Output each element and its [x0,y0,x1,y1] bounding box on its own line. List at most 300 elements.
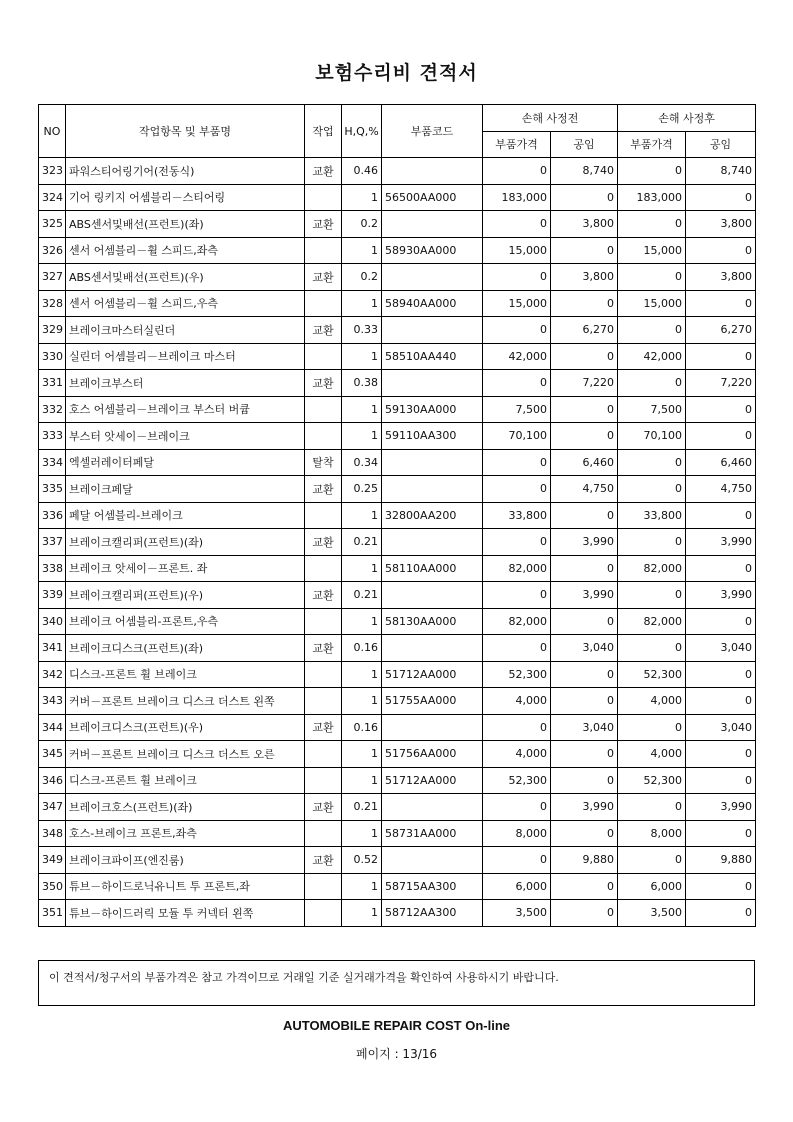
cell-before-part-price: 0 [483,847,551,874]
cell-before-labor: 3,040 [551,635,618,662]
cell-hq: 1 [342,900,382,927]
cell-hq: 1 [342,661,382,688]
cell-before-part-price: 82,000 [483,555,551,582]
cell-no: 336 [39,502,66,529]
cell-work: 교환 [305,317,342,344]
cell-after-part-price: 52,300 [618,661,686,688]
footer-brand: AUTOMOBILE REPAIR COST On-line [282,1018,511,1033]
cell-no: 330 [39,343,66,370]
cell-work [305,688,342,715]
cell-code: 58110AA000 [382,555,483,582]
cell-code: 51712AA000 [382,767,483,794]
cell-before-part-price: 8,000 [483,820,551,847]
cell-code: 56500AA000 [382,184,483,211]
cell-before-part-price: 0 [483,794,551,821]
cell-after-part-price: 15,000 [618,290,686,317]
cell-name: ABS센서및배선(프런트)(좌) [66,211,305,238]
table-row [39,184,756,211]
table-body [39,158,756,927]
cell-before-part-price: 15,000 [483,237,551,264]
page-number: 페이지 : 13/16 [355,1047,438,1061]
cell-before-part-price: 3,500 [483,900,551,927]
cell-name: 커버－프론트 브레이크 디스크 더스트 오른 [66,741,305,768]
cell-before-labor: 7,220 [551,370,618,397]
table-row [39,211,756,238]
cell-before-part-price: 0 [483,317,551,344]
cell-name: 튜브－하이드러릭 모듈 투 커넥터 왼쪽 [66,900,305,927]
table-row [39,529,756,556]
cell-work: 탈착 [305,449,342,476]
cell-work [305,608,342,635]
cell-after-labor: 3,800 [686,264,756,291]
table-row [39,290,756,317]
cell-hq: 0.46 [342,158,382,185]
table-row [39,158,756,185]
cell-code: 51755AA000 [382,688,483,715]
cell-name: 호스-브레이크 프론트,좌측 [66,820,305,847]
table-row [39,741,756,768]
cell-name: 디스크-프론트 휠 브레이크 [66,661,305,688]
cell-no: 346 [39,767,66,794]
cell-after-labor: 0 [686,555,756,582]
header-code: 부품코드 [382,105,483,158]
cell-before-labor: 0 [551,608,618,635]
cell-work [305,396,342,423]
cell-hq: 0.21 [342,582,382,609]
cell-before-part-price: 82,000 [483,608,551,635]
cell-work [305,555,342,582]
cell-after-labor: 0 [686,688,756,715]
cell-work [305,237,342,264]
cell-name: 브레이크캘리퍼(프런트)(우) [66,582,305,609]
header-no: NO [39,105,66,158]
cell-before-part-price: 52,300 [483,767,551,794]
cell-code [382,158,483,185]
table-row [39,423,756,450]
table-row [39,635,756,662]
cell-code [382,582,483,609]
cell-before-labor: 8,740 [551,158,618,185]
cell-after-labor: 3,990 [686,582,756,609]
cell-after-part-price: 8,000 [618,820,686,847]
table-row [39,396,756,423]
cell-code [382,264,483,291]
cell-before-labor: 0 [551,873,618,900]
cell-no: 334 [39,449,66,476]
header-after: 손해 사정후 [618,105,756,132]
cell-code: 58715AA300 [382,873,483,900]
cell-name: 브레이크디스크(프런트)(좌) [66,635,305,662]
cell-code: 51712AA000 [382,661,483,688]
cell-no: 333 [39,423,66,450]
table-row [39,767,756,794]
cell-after-labor: 0 [686,290,756,317]
cell-after-labor: 0 [686,820,756,847]
cell-name: 브레이크파이프(엔진룸) [66,847,305,874]
cell-work: 교환 [305,582,342,609]
cell-before-labor: 0 [551,502,618,529]
cell-before-labor: 0 [551,343,618,370]
cell-name: 브레이크 앗세이－프론트. 좌 [66,555,305,582]
cell-hq: 1 [342,688,382,715]
cell-before-part-price: 0 [483,635,551,662]
cell-name: 브레이크페달 [66,476,305,503]
cell-before-part-price: 0 [483,211,551,238]
cell-hq: 0.2 [342,211,382,238]
cell-work [305,661,342,688]
cell-hq: 1 [342,396,382,423]
cell-after-part-price: 82,000 [618,608,686,635]
cell-work: 교환 [305,529,342,556]
cell-work [305,820,342,847]
cell-before-part-price: 0 [483,476,551,503]
cell-no: 335 [39,476,66,503]
cell-hq: 0.34 [342,449,382,476]
cell-name: ABS센서및배선(프런트)(우) [66,264,305,291]
cell-after-part-price: 0 [618,476,686,503]
cell-after-labor: 0 [686,343,756,370]
cell-name: 브레이크 어셈블리-프론트,우측 [66,608,305,635]
cell-after-part-price: 0 [618,211,686,238]
cell-code: 58712AA300 [382,900,483,927]
cell-before-part-price: 4,000 [483,688,551,715]
cell-name: 센서 어셈블리－휠 스피드,우측 [66,290,305,317]
cell-name: 엑셀러레이터페달 [66,449,305,476]
table-row [39,264,756,291]
cell-before-part-price: 7,500 [483,396,551,423]
cell-after-labor: 0 [686,873,756,900]
cell-before-labor: 6,270 [551,317,618,344]
cell-name: 튜브－하이드로닉유니트 투 프론트,좌 [66,873,305,900]
cell-after-part-price: 52,300 [618,767,686,794]
cell-after-labor: 6,460 [686,449,756,476]
cell-name: 브레이크디스크(프런트)(우) [66,714,305,741]
cell-no: 327 [39,264,66,291]
cell-after-labor: 0 [686,423,756,450]
cell-before-labor: 6,460 [551,449,618,476]
cell-code [382,476,483,503]
cell-no: 350 [39,873,66,900]
cell-before-part-price: 15,000 [483,290,551,317]
cell-no: 349 [39,847,66,874]
document-title: 보험수리비 견적서 [315,62,478,84]
cell-after-part-price: 15,000 [618,237,686,264]
cell-before-labor: 0 [551,741,618,768]
cell-no: 338 [39,555,66,582]
cell-after-labor: 8,740 [686,158,756,185]
cell-code: 58731AA000 [382,820,483,847]
cell-before-part-price: 0 [483,529,551,556]
cell-after-part-price: 0 [618,582,686,609]
cell-code [382,794,483,821]
cell-hq: 1 [342,608,382,635]
table-row [39,794,756,821]
cell-before-labor: 0 [551,661,618,688]
cell-hq: 1 [342,820,382,847]
cell-after-part-price: 0 [618,714,686,741]
cell-work: 교환 [305,370,342,397]
cell-after-part-price: 0 [618,317,686,344]
cell-after-labor: 3,990 [686,794,756,821]
cell-after-part-price: 7,500 [618,396,686,423]
cell-work: 교환 [305,476,342,503]
cell-code [382,317,483,344]
cell-after-part-price: 0 [618,794,686,821]
cell-hq: 0.25 [342,476,382,503]
header-before-part-price: 부품가격 [483,131,551,158]
table-row [39,237,756,264]
cell-hq: 1 [342,343,382,370]
cell-before-labor: 4,750 [551,476,618,503]
cell-no: 332 [39,396,66,423]
cell-before-labor: 0 [551,423,618,450]
cell-code [382,714,483,741]
cell-hq: 1 [342,423,382,450]
cell-after-labor: 7,220 [686,370,756,397]
cell-code: 58510AA440 [382,343,483,370]
cell-name: 센서 어셈블리－휠 스피드,좌측 [66,237,305,264]
cell-work [305,184,342,211]
cell-work: 교환 [305,714,342,741]
cell-name: 파워스티어링기어(전동식) [66,158,305,185]
cell-name: 호스 어셈블리－브레이크 부스터 버큠 [66,396,305,423]
cell-before-labor: 3,800 [551,211,618,238]
cell-name: 브레이크부스터 [66,370,305,397]
cell-hq: 1 [342,741,382,768]
table-row [39,370,756,397]
cell-before-part-price: 42,000 [483,343,551,370]
cell-no: 343 [39,688,66,715]
cell-before-labor: 0 [551,290,618,317]
table-row [39,343,756,370]
table-row [39,502,756,529]
cell-before-part-price: 0 [483,370,551,397]
cell-code [382,529,483,556]
cell-name: 브레이크마스터실린더 [66,317,305,344]
header-hq: H,Q,% [342,105,382,158]
cell-work [305,502,342,529]
cell-code: 58940AA000 [382,290,483,317]
cell-after-part-price: 70,100 [618,423,686,450]
cell-hq: 1 [342,555,382,582]
cell-code: 58130AA000 [382,608,483,635]
cell-name: 커버－프론트 브레이크 디스크 더스트 왼쪽 [66,688,305,715]
cell-before-labor: 3,990 [551,582,618,609]
price-notice: 이 견적서/청구서의 부품가격은 참고 가격이므로 거래일 기준 실거래가격을 확인하여 사용하시기 바랍니다. [38,960,755,1006]
cell-after-part-price: 0 [618,158,686,185]
cell-after-labor: 3,800 [686,211,756,238]
cell-no: 329 [39,317,66,344]
cell-name: 브레이크캘리퍼(프런트)(좌) [66,529,305,556]
cell-work: 교환 [305,158,342,185]
cell-name: 디스크-프론트 휠 브레이크 [66,767,305,794]
cell-no: 323 [39,158,66,185]
cell-hq: 1 [342,290,382,317]
cell-before-part-price: 70,100 [483,423,551,450]
cell-before-part-price: 0 [483,158,551,185]
cell-before-part-price: 6,000 [483,873,551,900]
cell-hq: 0.16 [342,714,382,741]
table-row [39,608,756,635]
cell-code [382,211,483,238]
cell-after-labor: 0 [686,237,756,264]
cell-work [305,741,342,768]
table-row [39,714,756,741]
cell-work: 교환 [305,847,342,874]
cell-code: 51756AA000 [382,741,483,768]
cell-before-labor: 0 [551,900,618,927]
cell-after-labor: 4,750 [686,476,756,503]
cell-after-labor: 0 [686,741,756,768]
cell-hq: 0.33 [342,317,382,344]
cell-before-part-price: 4,000 [483,741,551,768]
cell-no: 325 [39,211,66,238]
cell-before-labor: 9,880 [551,847,618,874]
cell-work [305,423,342,450]
cell-after-part-price: 0 [618,847,686,874]
cell-before-labor: 0 [551,767,618,794]
cell-code [382,847,483,874]
cell-work [305,873,342,900]
table-row [39,449,756,476]
cell-no: 345 [39,741,66,768]
table-row [39,555,756,582]
cell-work: 교환 [305,635,342,662]
cell-after-part-price: 0 [618,449,686,476]
cell-name: 기어 링키지 어셈블리－스티어링 [66,184,305,211]
cell-hq: 0.52 [342,847,382,874]
cell-hq: 1 [342,873,382,900]
cell-before-labor: 0 [551,396,618,423]
header-before-labor: 공임 [551,131,618,158]
cell-no: 326 [39,237,66,264]
cell-hq: 0.2 [342,264,382,291]
cell-before-labor: 0 [551,555,618,582]
cell-work: 교환 [305,211,342,238]
table-row [39,661,756,688]
cell-after-labor: 0 [686,900,756,927]
cell-after-part-price: 42,000 [618,343,686,370]
cell-after-part-price: 4,000 [618,741,686,768]
cell-before-labor: 3,800 [551,264,618,291]
cell-no: 324 [39,184,66,211]
cell-code: 32800AA200 [382,502,483,529]
cell-hq: 0.21 [342,794,382,821]
cell-before-labor: 0 [551,820,618,847]
header-work: 작업 [305,105,342,158]
cell-after-part-price: 82,000 [618,555,686,582]
cell-after-labor: 0 [686,396,756,423]
cell-after-labor: 0 [686,184,756,211]
cell-work [305,290,342,317]
cell-after-labor: 0 [686,502,756,529]
cell-no: 341 [39,635,66,662]
header-item: 작업항목 및 부품명 [66,105,305,158]
cell-hq: 0.21 [342,529,382,556]
cell-before-part-price: 0 [483,714,551,741]
cell-code: 58930AA000 [382,237,483,264]
cell-before-labor: 0 [551,237,618,264]
cell-hq: 1 [342,184,382,211]
cell-no: 337 [39,529,66,556]
table-row [39,900,756,927]
table-row [39,582,756,609]
cell-code [382,370,483,397]
cell-hq: 1 [342,237,382,264]
cell-code [382,635,483,662]
cell-code: 59130AA000 [382,396,483,423]
header-before: 손해 사정전 [483,105,618,132]
cell-before-labor: 0 [551,688,618,715]
table-row [39,476,756,503]
cell-before-part-price: 0 [483,264,551,291]
cell-work [305,900,342,927]
cell-after-part-price: 33,800 [618,502,686,529]
estimate-table [38,104,756,927]
cell-name: 페달 어셈블리-브레이크 [66,502,305,529]
cell-hq: 1 [342,767,382,794]
cell-no: 347 [39,794,66,821]
cell-name: 실린더 어셈블리－브레이크 마스터 [66,343,305,370]
cell-work: 교환 [305,794,342,821]
cell-no: 328 [39,290,66,317]
table-row [39,820,756,847]
cell-after-part-price: 0 [618,264,686,291]
cell-before-labor: 3,990 [551,794,618,821]
cell-name: 브레이크호스(프런트)(좌) [66,794,305,821]
cell-work: 교환 [305,264,342,291]
cell-no: 331 [39,370,66,397]
table-row [39,688,756,715]
table-row [39,317,756,344]
cell-hq: 0.38 [342,370,382,397]
cell-before-labor: 0 [551,184,618,211]
cell-before-part-price: 0 [483,582,551,609]
table-row [39,847,756,874]
cell-before-labor: 3,040 [551,714,618,741]
cell-after-part-price: 0 [618,635,686,662]
cell-after-labor: 6,270 [686,317,756,344]
cell-after-part-price: 6,000 [618,873,686,900]
cell-after-labor: 9,880 [686,847,756,874]
table-row [39,873,756,900]
cell-after-labor: 3,990 [686,529,756,556]
cell-code: 59110AA300 [382,423,483,450]
cell-code [382,449,483,476]
cell-after-part-price: 4,000 [618,688,686,715]
cell-after-labor: 0 [686,767,756,794]
cell-no: 351 [39,900,66,927]
cell-before-part-price: 183,000 [483,184,551,211]
cell-after-part-price: 0 [618,370,686,397]
cell-after-part-price: 0 [618,529,686,556]
header-after-part-price: 부품가격 [618,131,686,158]
cell-no: 344 [39,714,66,741]
cell-work [305,343,342,370]
cell-hq: 1 [342,502,382,529]
cell-after-labor: 3,040 [686,635,756,662]
cell-no: 339 [39,582,66,609]
cell-before-part-price: 33,800 [483,502,551,529]
cell-before-part-price: 52,300 [483,661,551,688]
cell-no: 342 [39,661,66,688]
cell-no: 348 [39,820,66,847]
cell-hq: 0.16 [342,635,382,662]
cell-after-labor: 3,040 [686,714,756,741]
cell-name: 부스터 앗세이－브레이크 [66,423,305,450]
cell-after-part-price: 183,000 [618,184,686,211]
cell-before-part-price: 0 [483,449,551,476]
